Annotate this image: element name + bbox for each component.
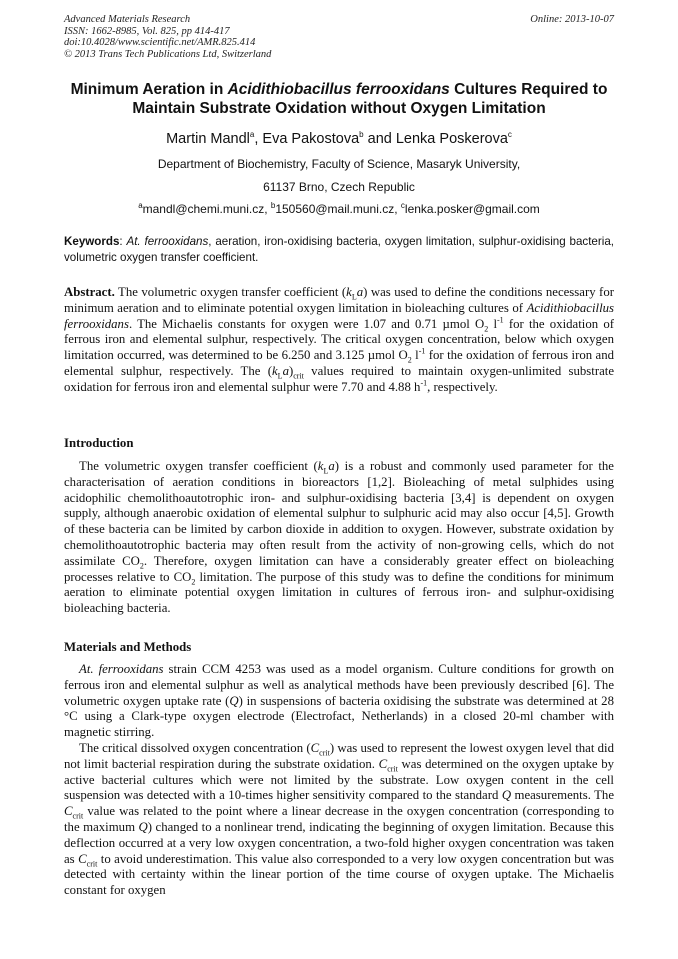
methods-section — [64, 662, 614, 899]
author-poskerova: Lenka Poskerova — [395, 131, 508, 147]
issn-line: ISSN: 1662-8985, Vol. 825, pp 414-417 — [64, 25, 230, 37]
keywords: Keywords: At. ferrooxidans, aeration, iron-oxidising bacteria, oxygen limitation, sulphur-oxidising bacteria, volumetric oxygen transfer coefficient. — [64, 235, 614, 264]
affiliation-city: 61137 Brno, Czech Republic — [263, 180, 415, 194]
journal-name: Advanced Materials Research — [64, 14, 191, 25]
methods-paragraph-1: At. ferrooxidans strain CCM 4253 was used as a model organism. Culture conditions for growth on ferrous iron and elemental sulphur as well as analytical methods have been previously described [6]. The volumetric oxygen uptake rate (Q) in suspensions of bacteria oxidising the substrate was determined at 28 °C using a Clark-type oxygen electrode (Electrofact, Netherlands) in a closed 20-ml chamber with magnetic stirring. — [64, 662, 615, 740]
author-emails: $^a$mandl@chemi.muni.cz, $^b$150560@mail.muni.cz, $^c$lenka.posker@gmail.com — [138, 201, 540, 216]
doi-line: doi:10.4028/www.scientific.net/AMR.825.414 — [64, 37, 256, 48]
email-pakostova: 150560@mail.muni.cz, — [275, 202, 401, 216]
introduction-heading: Introduction — [64, 436, 134, 450]
methods-paragraph-2: The critical dissolved oxygen concentration $(C_{crit})$ was used to represent the lowest oxygen level that did not limit bacterial respiration during the substrate oxidation. $C_{crit}$ was determined on the oxygen uptake by active bacterial cultures which were not limited by the substrate. Low oxygen content in the cell suspension was detected with a 10-times higher sensitivity compared to the standard Q measurements. The $C_{crit}$ value was related to the point where a linear decrease in the oxygen concentration (corresponding to the maximum Q) changed to a nonlinear trend, indicating the beginning of oxygen limitation. Because this deflection occurred at a very low oxygen concentration, a two-fold higher oxygen concentration was taken as $C_{crit}$ to avoid underestimation. This value also corresponded to a very low oxygen concentration but was detected with certainty within the linear portion of the time course of oxygen uptake. The Michaelis constant for oxygen — [64, 740, 614, 898]
copyright-line: © 2013 Trans Tech Publications Ltd, Switzerland — [64, 48, 272, 60]
author-list: Martin Mandl$^a$, Eva Pakostova$^b$ and Lenka Poskerova$^c$ — [166, 130, 512, 147]
author-pakostova: Eva Pakostova — [262, 131, 360, 147]
author-mandl: Martin Mandl — [166, 131, 250, 147]
affiliation-department: Department of Biochemistry, Faculty of Science, Masaryk University, — [157, 157, 521, 171]
methods-heading: Materials and Methods — [64, 640, 192, 654]
abstract: Abstract. The volumetric oxygen transfer coefficient $(k_La)$ was used to define the conditions necessary for minimum aeration and to eliminate potential oxygen limitation in bioleaching cultures of Acidithiobacillus ferrooxidans. The Michaelis constants for oxygen were 1.07 and 0.71 µmol $O_2$ $l^{-1}$ for the oxidation of ferrous iron and elemental sulphur, respectively. The critical oxygen concentration, below which oxygen limitation occurred, was determined to be 6.250 and 3.125 µmol $O_2$ $l^{-1}$ for the oxidation of ferrous iron and elemental sulphur, respectively. The $(k_La)_{crit}$ values required to maintain oxygen-unlimited substrate oxidation for ferrous iron and elemental sulphur were 7.70 and 4.88 $h^{-1}$, respectively. — [64, 285, 614, 394]
journal-header — [64, 14, 271, 60]
introduction-paragraph: The volumetric oxygen transfer coefficient $(k_La)$ is a robust and commonly used parameter for the characterisation of aeration conditions in bioreactors [1,2]. Bioleaching of metal sulphides using acidophilic chemolithoautotrophic iron- and sulphur-oxidising bacteria [3,4] is dependent on oxygen supply, although anaerobic oxidation of elemental sulphur to sulphuric acid may also occur [4,5]. Growth of these bacteria can be limited by carbon dioxide in addition to oxygen. However, substrate oxidation by chemolithoautotrophic bacteria may often result from the activity of non-growing cells, which do not assimilate $CO_2$. Therefore, oxygen limitation can have a considerably greater effect on bioleaching processes relative to $CO_2$ limitation. The purpose of this study was to define the conditions for minimum aeration to eliminate potential oxygen limitation in cultures of ferrous iron- and sulphur-oxidising bioleaching bacteria. — [64, 459, 615, 616]
abstract-label: Abstract. — [64, 285, 115, 299]
email-mandl: mandl@chemi.muni.cz, — [142, 202, 271, 216]
email-poskerova: lenka.posker@gmail.com — [404, 202, 540, 216]
paper-title: Minimum Aeration in Acidithiobacillus ferrooxidans Cultures Required to Maintain Substrate Oxidation without Oxygen Limitation — [70, 81, 608, 117]
online-date: Online: 2013-10-07 — [530, 14, 614, 25]
